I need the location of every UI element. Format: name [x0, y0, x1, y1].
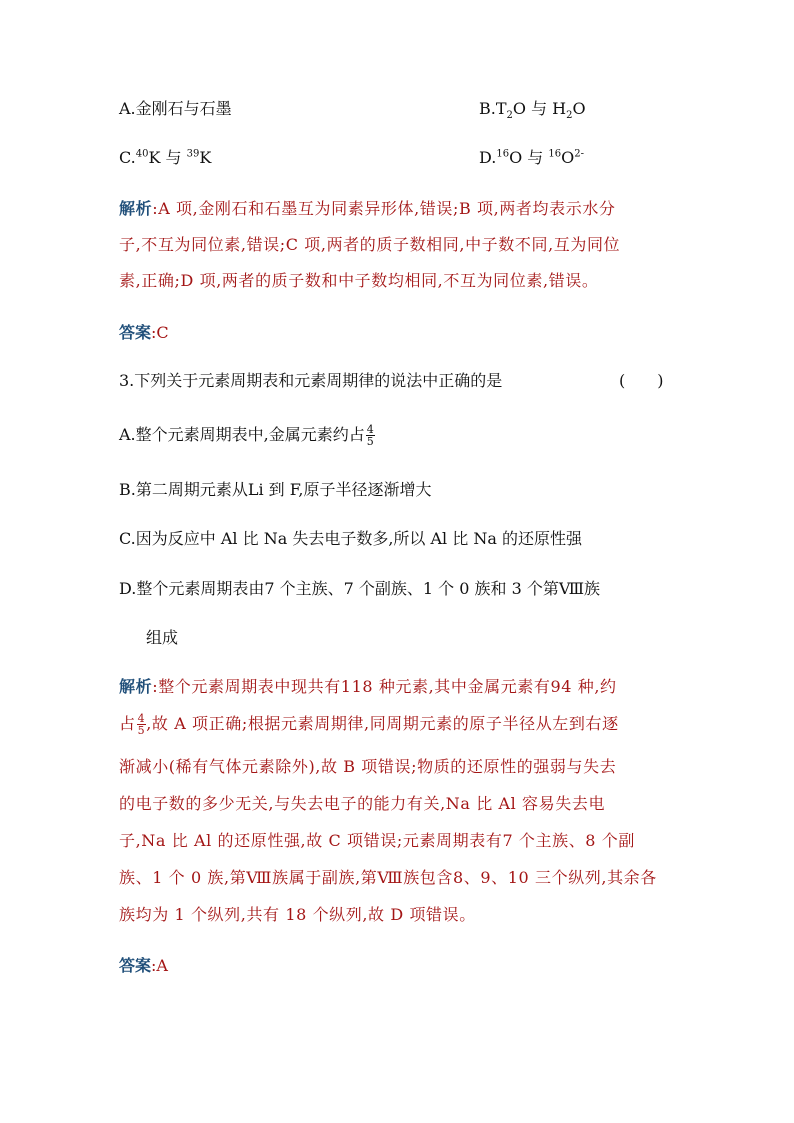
q2-analysis-line-1: 解析:A 项,金刚石和石墨互为同素异形体,错误;B 项,两者均表示水分 — [119, 199, 616, 218]
q2-options-row-1 — [119, 98, 679, 120]
q3-analysis-line-6: 族、1 个 0 族,第Ⅷ族属于副族,第Ⅷ族包含8、9、10 三个纵列,其余各 — [119, 868, 657, 887]
q2-option-d: D.$^{16}$O 与 $^{16}O^{2-}$ — [479, 148, 584, 167]
q3-analysis-line-5: 子,Na 比 Al 的还原性强,故 C 项错误;元素周期表有7 个主族、8 个副 — [119, 831, 635, 850]
analysis-label: 解析 — [119, 677, 153, 696]
q3-option-b: B.第二周期元素从Li 到 F,原子半径逐渐增大 — [119, 480, 432, 499]
q2-analysis-line-2: 子,不互为同位素,错误;C 项,两者的质子数相同,中子数不同,互为同位 — [119, 235, 621, 254]
q3-option-d-line-1: D.整个元素周期表由7 个主族、7 个副族、1 个 0 族和 3 个第Ⅷ族 — [119, 579, 601, 598]
q3-analysis-line-1: 解析:整个元素周期表中现共有118 种元素,其中金属元素有94 种,约 — [119, 677, 617, 696]
q3-option-d-line-2: 组成 — [146, 628, 179, 647]
q2-options-row-2 — [119, 147, 679, 169]
q3-option-c: C.因为反应中 Al 比 Na 失去电子数多,所以 Al 比 Na 的还原性强 — [119, 529, 582, 548]
answer-blank: ( ) — [619, 371, 664, 390]
q2-answer: 答案:C — [119, 323, 169, 342]
q2-analysis-line-3: 素,正确;D 项,两者的质子数和中子数均相同,不互为同位素,错误。 — [119, 271, 599, 290]
q3-analysis-line-4: 的电子数的多少无关,与失去电子的能力有关,Na 比 Al 容易失去电 — [119, 794, 606, 813]
answer-label: 答案 — [119, 323, 152, 342]
analysis-label: 解析 — [119, 199, 153, 218]
fraction: $\frac{4}{5}$ — [366, 423, 374, 448]
q3-stem: 3.下列关于元素周期表和元素周期律的说法中正确的是 ( ) — [119, 371, 664, 390]
q2-option-b: $B.T_2O$ 与 $H_2O$ — [479, 99, 586, 122]
q3-analysis-line-3: 渐减小(稀有气体元素除外),故 B 项错误;物质的还原性的强弱与失去 — [119, 757, 617, 776]
q3-answer: 答案:A — [119, 956, 168, 975]
q3-option-a: A.整个元素周期表中,金属元素约占 $\frac{4}{5}$ — [119, 423, 374, 448]
q2-option-a: A.金刚石与石墨 — [119, 99, 232, 118]
fraction: $\frac{4}{5}$ — [137, 712, 146, 737]
q3-analysis-line-7: 族均为 1 个纵列,共有 18 个纵列,故 D 项错误。 — [119, 905, 476, 924]
answer-label: 答案 — [119, 956, 152, 975]
q3-analysis-line-2: 占 $\frac{4}{5}$ ,故 A 项正确;根据元素周期律,同周期元素的原子半径从左到右逐 — [119, 712, 619, 737]
q2-option-c: C.$^{40}$K 与 $^{39}$K — [119, 148, 212, 167]
